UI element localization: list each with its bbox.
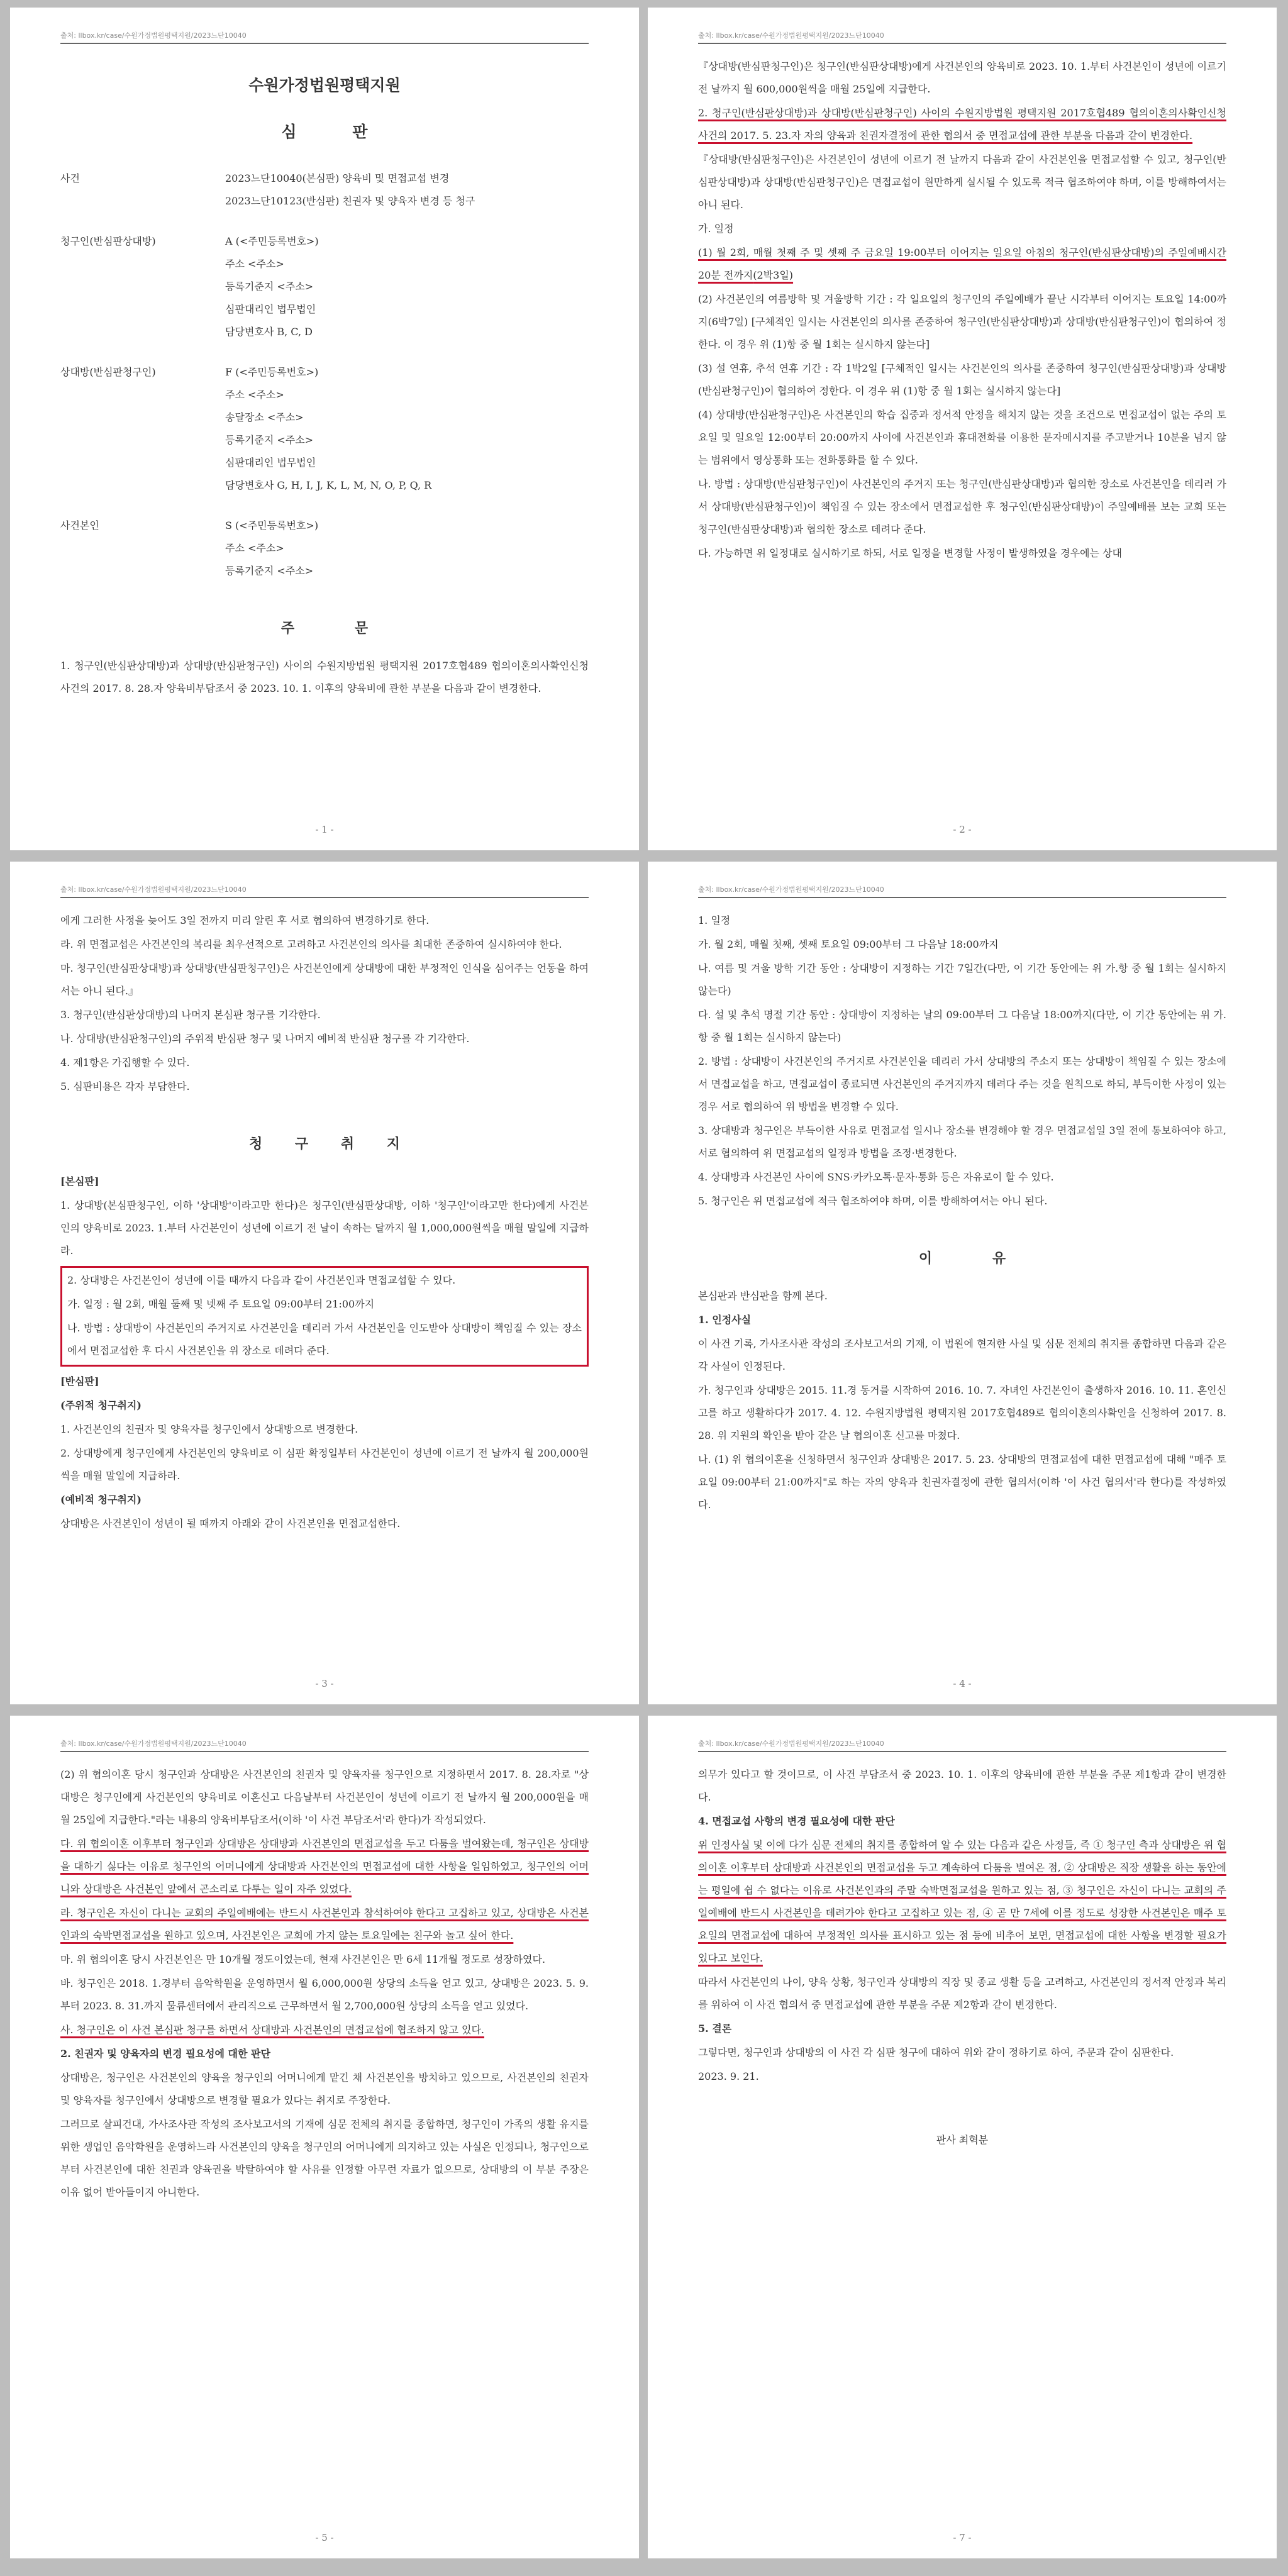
paragraph: 상대방은 사건본인이 성년이 될 때까지 아래와 같이 사건본인을 면접교섭한다. — [60, 1518, 401, 1530]
paragraph: 가. 청구인과 상대방은 2015. 11.경 동거를 시작하여 2016. 10. 7. 자녀인 사건본인이 출생하자 2016. 10. 11. 혼인신고를 하고 생활하다가 2017. 4. 12. 수원지방법원 평택지원 2017호협489로 협의이혼의사확인을 신청하여 2017. 8. 28. 위 지원의 확인을 받아 같은 날 협의이혼 신고를 마쳤다. — [698, 1384, 1226, 1441]
case-number-main: 2023느단10040(본심판) 양육비 및 면접교섭 변경 — [225, 172, 450, 184]
claimant-lawyers: 담당변호사 B, C, D — [225, 326, 313, 338]
paragraph: 5. 심판비용은 각자 부담한다. — [60, 1080, 190, 1092]
paragraph: 1. 사건본인의 친권자 및 양육자를 청구인에서 상대방으로 변경한다. — [60, 1423, 358, 1435]
claim-heading: 청 구 취 지 — [249, 1136, 414, 1152]
underlined-text: 위 인정사실 및 이에 다가 심문 전체의 취지를 종합하여 알 수 있는 다음과 같은 사정들, 즉 ① 청구인 측과 상대방은 위 협의이혼 이후부터 상대방과 사건본인의 면접교섭을 두고 계속하여 다툼을 벌여온 점, ② 상대방은 직장 생활을 하는 동안에는 평일에 쉽 수 없다는 이유로 사건본인과의 주말 숙박면접교섭을 원하고 있는 점, ③ 청구인은 자신이 다니는 교회의 주일예배에 반드시 사건본인을 데려가야 한다고 고집하고 있는 점, ④ 곧 만 7세에 이를 정도로 성장한 사건본인은 매주 토요일의 면접교섭에 대하여 부정적인 의사를 표시하고 있는 점 등에 비추어 보면, 면접교섭에 대한 사항을 변경할 필요가 있다고 보인다. — [698, 1839, 1226, 1964]
underlined-text: 라. 청구인은 자신이 다니는 교회의 주일예배에는 반드시 사건본인과 참석하여야 한다고 고집하고 있고, 상대방은 사건본인과의 숙박면접교섭을 원하고 있으며, 사건본인은 교회에 가지 않는 토요일에는 친구와 놀고 싶어 한다. — [60, 1907, 589, 1941]
paragraph: 마. 청구인(반심판상대방)과 상대방(반심판청구인)은 사건본인에게 상대방에 대한 부정적인 인식을 심어주는 언동을 하여서는 아니 된다.』 — [60, 962, 589, 997]
subheading: 2. 친권자 및 양육자의 변경 필요성에 대한 판단 — [60, 2048, 270, 2060]
paragraph: 나. (1) 위 협의이혼을 신청하면서 청구인과 상대방은 2017. 5. 23. 상대방의 면접교섭에 대한 면접교섭에 대해 "매주 토요일 09:00부터 21:00까지"로 하는 자의 양육과 친권자결정에 관한 협의서(이하 '이 사건 협의서'라 한다)를 작성하였다. — [698, 1453, 1226, 1511]
paragraph-highlighted — [60, 1833, 589, 1901]
header-rule — [698, 897, 1226, 898]
document-title: 심 판 — [281, 123, 393, 141]
case-row — [60, 167, 589, 213]
respondent-block — [60, 361, 589, 497]
respondent-name: F (<주민등록번호>) — [225, 366, 319, 378]
order-paragraph: 1. 청구인(반심판상대방)과 상대방(반심판청구인) 사이의 수원지방법원 평택지원 2017호협489 협의이혼의사확인신청 사건의 2017. 8. 28.자 양육비부담조서 중 2023. 10. 1. 이후의 양육비에 관한 부분을 다음과 같이 변경한다. — [60, 660, 589, 694]
paragraph: 이 사건 기록, 가사조사관 작성의 조사보고서의 기재, 이 법원에 현저한 사실 및 심문 전체의 취지를 종합하면 다음과 같은 각 사실이 인정된다. — [698, 1338, 1226, 1372]
underlined-text: 다. 위 협의이혼 이후부터 청구인과 상대방은 상대방과 사건본인의 면접교섭을 두고 다툼을 벌여왔는데, 청구인은 상대방을 대하기 싫다는 이유로 청구인의 어머니에게 상대방과 사건본인의 면접교섭에 대한 사항을 일임하였고, 청구인의 어머니와 상대방은 사건본인 앞에서 곤소리로 다투는 일이 자주 있었다. — [60, 1838, 589, 1895]
paragraph: 가. 월 2회, 매월 첫째, 셋째 토요일 09:00부터 그 다음날 18:00까지 — [698, 938, 999, 950]
paragraph: 가. 일정 : 월 2회, 매월 둘째 및 넷째 주 토요일 09:00부터 21:00까지 — [67, 1298, 375, 1310]
judgment-date: 2023. 9. 21. — [698, 2070, 759, 2082]
paragraph: 3. 상대방과 청구인은 부득이한 사유로 면접교섭 일시나 장소를 변경해야 할 경우 면접교섭일 3일 전에 통보하여야 하고, 서로 협의하여 위 면접교섭의 일정과 방법을 조정·변경한다. — [698, 1124, 1226, 1159]
respondent-lawyers: 담당변호사 G, H, I, J, K, L, M, N, O, P, Q, R — [225, 479, 432, 491]
paragraph-highlighted — [698, 242, 1226, 287]
paragraph: 의무가 있다고 할 것이므로, 이 사건 부담조서 중 2023. 10. 1. 이후의 양육비에 관한 부분을 주문 제1항과 같이 변경한다. — [698, 1768, 1226, 1803]
header-rule — [698, 43, 1226, 44]
paragraph: 상대방은, 청구인은 사건본인의 양육을 청구인의 어머니에게 맡긴 채 사건본인을 방치하고 있으므로, 사건본인의 친권자 및 양육자를 청구인에서 상대방으로 변경할 필요가 있다는 취지로 주장한다. — [60, 2072, 589, 2106]
claimant-registry: 등록기준지 <주소> — [225, 280, 314, 292]
principal-address: 주소 <주소> — [225, 542, 284, 554]
subheading: (예비적 청구취지) — [60, 1494, 142, 1506]
principal-block — [60, 514, 589, 582]
paragraph: 가. 일정 — [698, 223, 734, 235]
paragraph: (2) 사건본인의 여름방학 및 겨울방학 기간 : 각 일요일의 청구인의 주일예배가 끝난 시각부터 이어지는 토요일 14:00까지(6박7일) [구체적인 일시는 사건본인의 의사를 존중하여 청구인(반심판상대방)과 상대방(반심판청구인)이 협의하여 정한다. 이 경우 위 (1)항 중 월 1회는 실시하지 않는다] — [698, 293, 1226, 350]
header-rule — [60, 43, 589, 44]
underlined-text: 사. 청구인은 이 사건 본심판 청구를 하면서 상대방과 사건본인의 면접교섭에 협조하지 않고 있다. — [60, 2024, 484, 2036]
source-line: 출처: llbox.kr/case/수원가정법원평택지원/2023느단10040 — [60, 31, 247, 40]
case-label: 사건 — [60, 172, 80, 184]
principal-registry: 등록기준지 <주소> — [225, 565, 314, 577]
paragraph: 다. 설 및 추석 명절 기간 동안 : 상대방이 지정하는 날의 09:00부터 그 다음날 18:00까지(다만, 이 기간 동안에는 위 가.항 중 월 1회는 실시하지 않는다) — [698, 1009, 1226, 1043]
paragraph: 『상대방(반심판청구인)은 청구인(반심판상대방)에게 사건본인의 양육비로 2023. 10. 1.부터 사건본인이 성년에 이르기 전 날까지 월 600,000원씩을 매월 25일에 지급한다. — [698, 60, 1226, 95]
page-number: - 1 - — [315, 824, 334, 835]
principal-name: S (<주민등록번호>) — [225, 519, 319, 531]
claimant-label: 청구인(반심판상대방) — [60, 235, 156, 247]
paragraph: 4. 제1항은 가집행할 수 있다. — [60, 1057, 190, 1069]
paragraph: 마. 위 협의이혼 당시 사건본인은 만 10개월 정도이었는데, 현재 사건본인은 만 6세 11개월 정도로 성장하였다. — [60, 1953, 546, 1965]
paragraph: 다. 가능하면 위 일정대로 실시하기로 하되, 서로 일정을 변경할 사정이 발생하였을 경우에는 상대 — [698, 547, 1122, 559]
source-line: 출처: llbox.kr/case/수원가정법원평택지원/2023느단10040 — [60, 886, 247, 894]
paragraph: (2) 위 협의이혼 당시 청구인과 상대방은 사건본인의 친권자 및 양육자를 청구인으로 지정하면서 2017. 8. 28.자로 "상대방은 청구인에게 사건본인의 양육비로 이혼신고 다음날부터 사건본인이 성년에 이르기 전 날까지 월 200,000원을 매월 25일에 지급한다."라는 내용의 양육비부담조서(이하 '이 사건 부담조서'라 한다)가 작성되었다. — [60, 1768, 589, 1826]
subheading: 4. 면접교섭 사항의 변경 필요성에 대한 판단 — [698, 1815, 895, 1827]
paragraph: 2. 상대방에게 청구인에게 사건본인의 양육비로 이 심판 확정일부터 사건본인이 성년에 이르기 전 날까지 월 200,000원씩을 매월 말일에 지급하라. — [60, 1447, 589, 1482]
source-line: 출처: llbox.kr/case/수원가정법원평택지원/2023느단10040 — [698, 886, 884, 894]
paragraph: 2. 상대방은 사건본인이 성년에 이를 때까지 다음과 같이 사건본인과 면접교섭할 수 있다. — [67, 1274, 456, 1286]
order-heading: 주 문 — [280, 620, 396, 636]
paragraph: 바. 청구인은 2018. 1.경부터 음악학원을 운영하면서 월 6,000,000원 상당의 소득을 얻고 있고, 상대방은 2023. 5. 9.부터 2023. 8. 31.까지 물류센터에서 관리직으로 근무하면서 월 2,700,000원 상당의 소득을 얻고 있었다. — [60, 1977, 589, 2012]
page-2 — [648, 8, 1277, 850]
paragraph: (4) 상대방(반심판청구인)은 사건본인의 학습 집중과 정서적 안정을 해치지 않는 것을 조건으로 면접교섭이 없는 주의 토요일 및 일요일 12:00부터 20:00까지 사이에 사건본인과 휴대전화를 이용한 문자메시지를 주고받거나 10분을 넘지 않는 범위에서 영상통화 또는 전화통화를 할 수 있다. — [698, 409, 1226, 466]
source-line: 출처: llbox.kr/case/수원가정법원평택지원/2023느단10040 — [60, 1740, 247, 1748]
respondent-registry: 등록기준지 <주소> — [225, 434, 314, 446]
paragraph: 나. 방법 : 상대방이 사건본인의 주거지로 사건본인을 데리러 가서 사건본인을 인도받아 상대방이 책임질 수 있는 장소에서 면접교섭한 후 다시 사건본인을 위 장소로 데려다 준다. — [67, 1322, 582, 1357]
subheading: 5. 결론 — [698, 2023, 732, 2035]
subheading: [본심판] — [60, 1175, 99, 1187]
paragraph: 라. 위 면접교섭은 사건본인의 복리를 최우선적으로 고려하고 사건본인의 의사를 최대한 존중하여 실시하여야 한다. — [60, 938, 562, 950]
respondent-service: 송달장소 <주소> — [225, 411, 304, 423]
paragraph-highlighted — [60, 1902, 589, 1947]
paragraph: 나. 여름 및 겨울 방학 기간 동안 : 상대방이 지정하는 기간 7일간(다만, 이 기간 동안에는 위 가.항 중 월 1회는 실시하지 않는다) — [698, 962, 1226, 997]
paragraph-highlighted — [60, 2019, 589, 2041]
claimant-agent: 심판대리인 법무법인 — [225, 303, 316, 315]
source-line: 출처: llbox.kr/case/수원가정법원평택지원/2023느단10040 — [698, 1740, 884, 1748]
page-number: - 3 - — [315, 1678, 334, 1689]
underlined-text: 2. 청구인(반심판상대방)과 상대방(반심판청구인) 사이의 수원지방법원 평택지원 2017호협489 협의이혼의사확인신청 사건의 2017. 5. 23.자 자의 양육과 친권자결정에 관한 협의서 중 면접교섭에 관한 부분을 다음과 같이 변경한다. — [698, 107, 1226, 142]
case-number-counter: 2023느단10123(반심판) 친권자 및 양육자 변경 등 청구 — [225, 195, 475, 207]
paragraph: 1. 일정 — [698, 914, 731, 926]
court-name: 수원가정법원평택지원 — [248, 76, 401, 94]
paragraph: 나. 상대방(반심판청구인)의 주위적 반심판 청구 및 나머지 예비적 반심판 청구를 각 기각한다. — [60, 1033, 470, 1045]
subheading: [반심판] — [60, 1375, 99, 1387]
paragraph: 그렇다면, 청구인과 상대방의 이 사건 각 심판 청구에 대하여 위와 같이 정하기로 하여, 주문과 같이 심판한다. — [698, 2046, 1174, 2058]
paragraph: 에게 그러한 사정을 늦어도 3일 전까지 미리 알린 후 서로 협의하여 변경하기로 한다. — [60, 914, 430, 926]
paragraph: 1. 상대방(본심판청구인, 이하 '상대방'이라고만 한다)은 청구인(반심판상대방, 이하 '청구인'이라고만 한다)에게 사건본인의 양육비로 2023. 1.부터 사건본인이 성년에 이르기 전 날이 속하는 달까지 월 1,000,000원씩을 매월 말일에 지급하라. — [60, 1199, 589, 1257]
page-1 — [10, 8, 639, 850]
page-number: - 7 - — [953, 2532, 972, 2543]
respondent-label: 상대방(반심판청구인) — [60, 366, 156, 378]
claimant-address: 주소 <주소> — [225, 258, 284, 270]
paragraph: 『상대방(반심판청구인)은 사건본인이 성년에 이르기 전 날까지 다음과 같이 사건본인을 면접교섭할 수 있고, 청구인(반심판상대방)과 상대방(반심판청구인)은 면접교섭이 원만하게 실시될 수 있도록 적극 협조하여야 하며, 이를 방해하여서는 아니 된다. — [698, 153, 1226, 211]
underlined-text: (1) 월 2회, 매월 첫째 주 및 셋째 주 금요일 19:00부터 이어지는 일요일 아침의 청구인(반심판상대방)의 주일예배시간 20분 전까지 — [698, 247, 1226, 281]
judge-signature: 판사 최혁분 — [936, 2134, 989, 2146]
paragraph: 3. 청구인(반심판상대방)의 나머지 본심판 청구를 기각한다. — [60, 1009, 321, 1021]
page-4 — [648, 862, 1277, 1704]
paragraph: 5. 청구인은 위 면접교섭에 적극 협조하여야 하며, 이를 방해하여서는 아니 된다. — [698, 1195, 1048, 1207]
header-rule — [698, 1751, 1226, 1752]
paragraph: 4. 상대방과 사건본인 사이에 SNS·카카오톡·문자·통화 등은 자유로이 할 수 있다. — [698, 1171, 1054, 1183]
paragraph: (3) 설 연휴, 추석 연휴 기간 : 각 1박2일 [구체적인 일시는 사건본인의 의사를 존중하여 청구인(반심판상대방)과 상대방(반심판청구인)이 협의하여 정한다. 이 경우 위 (1)항 중 월 1회는 실시하지 않는다] — [698, 362, 1226, 397]
claimant-block — [60, 230, 589, 343]
principal-label: 사건본인 — [60, 519, 99, 531]
paragraph: 나. 방법 : 상대방(반심판청구인)이 사건본인의 주거지 또는 청구인(반심판상대방)과 협의한 장소로 사건본인을 데리러 가서 상대방(반심판청구인)이 책임질 수 있는 장소에서 면접교섭한 후 청구인(반심판상대방)이 주일예배를 보는 교회 또는 청구인(반심판상대방)과 협의한 장소로 데려다 준다. — [698, 478, 1226, 535]
page-3 — [10, 862, 639, 1704]
header-rule — [60, 897, 589, 898]
paragraph: 2. 방법 : 상대방이 사건본인의 주거지로 사건본인을 데리러 가서 상대방의 주소지 또는 상대방이 책임질 수 있는 장소에서 면접교섭을 하고, 면접교섭이 종료되면 사건본인의 주거지까지 데려다 주는 것을 원칙으로 하되, 부득이한 사정이 있는 경우 서로 협의하여 위 방법을 변경할 수 있다. — [698, 1055, 1226, 1113]
paragraph-highlighted — [698, 1834, 1226, 1970]
paragraph: 그러므로 살피건대, 가사조사관 작성의 조사보고서의 기재에 심문 전체의 취지를 종합하면, 청구인이 가족의 생활 유지를 위한 생업인 음악학원을 운영하느라 사건본인의 양육을 청구인의 어머니에게 의지하고 있는 사실은 인정되나, 청구인으로부터 사건본인에 대한 친권과 양육권을 박탈하여야 할 사유를 인정할 아무런 자료가 없으므로, 상대방의 이 부분 주장은 이유 없어 받아들이지 아니한다. — [60, 2118, 589, 2198]
page-number: - 2 - — [953, 824, 972, 835]
paragraph: 따라서 사건본인의 나이, 양육 상황, 청구인과 상대방의 직장 및 종교 생활 등을 고려하고, 사건본인의 정서적 안정과 복리를 위하여 이 사건 협의서 중 면접교섭에 관한 부분을 주문 제2항과 같이 변경한다. — [698, 1976, 1226, 2011]
respondent-address: 주소 <주소> — [225, 389, 284, 401]
subheading: 1. 인정사실 — [698, 1314, 752, 1326]
page-number: - 5 - — [315, 2532, 334, 2543]
highlight-box — [60, 1266, 589, 1367]
respondent-agent: 심판대리인 법무법인 — [225, 457, 316, 469]
reasons-heading: 이 유 — [918, 1250, 1034, 1267]
page-number: - 4 - — [953, 1678, 972, 1689]
paragraph-highlighted — [698, 102, 1226, 147]
page-7 — [648, 1716, 1277, 2558]
claimant-name: A (<주민등록번호>) — [225, 235, 319, 247]
paragraph: 본심판과 반심판을 함께 본다. — [698, 1290, 828, 1302]
source-line: 출처: llbox.kr/case/수원가정법원평택지원/2023느단10040 — [698, 31, 884, 40]
header-rule — [60, 1751, 589, 1752]
subheading: (주위적 청구취지) — [60, 1399, 142, 1411]
underlined-text: (2박3일) — [753, 269, 794, 281]
page-5 — [10, 1716, 639, 2558]
